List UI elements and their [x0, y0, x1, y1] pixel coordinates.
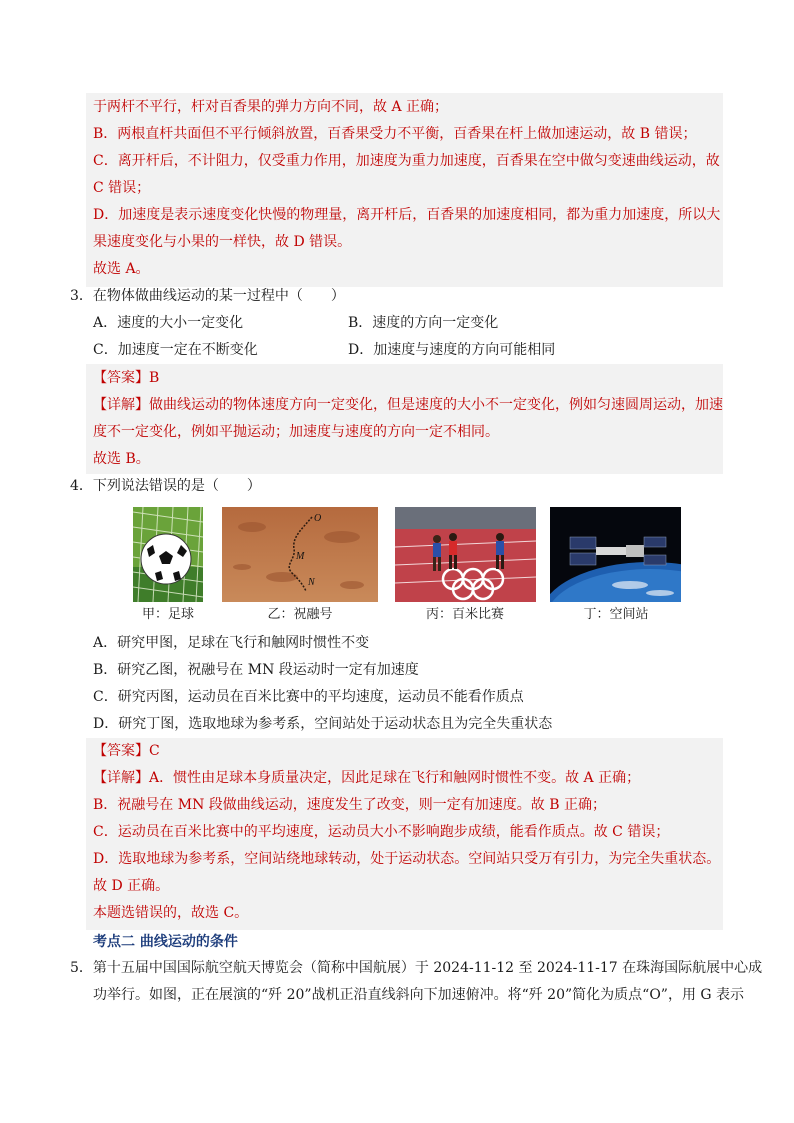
question-3-option-b: B．速度的方向一定变化: [348, 315, 499, 331]
question-4-detail: D．选取地球为参考系，空间站绕地球转动，处于运动状态。空间站只受万有引力，为完全失重状态。: [93, 851, 721, 867]
question-4-stem: 4．下列说法错误的是（ ）: [70, 478, 261, 494]
explanation-highlight-1: [86, 93, 723, 287]
question-3-answer: 【答案】B: [93, 370, 160, 386]
question-4-option-a: A．研究甲图，足球在飞行和触网时惯性不变: [93, 635, 370, 651]
explanation-line: B．两根直杆共面但不平行倾斜放置，百香果受力不平衡，百香果在杆上做加速运动，故 B 错误；: [93, 126, 697, 142]
mars-label-o: O: [314, 513, 322, 524]
question-3-option-d: D．加速度与速度的方向可能相同: [348, 342, 556, 358]
mars-label-m: M: [296, 551, 305, 562]
question-4-conclusion: 本题选错误的，故选 C。: [93, 905, 249, 921]
question-3-stem: 3．在物体做曲线运动的某一过程中（ ）: [70, 288, 345, 304]
explanation-line: C．离开杆后，不计阻力，仅受重力作用，加速度为重力加速度，百香果在空中做匀变速曲线运动，故: [93, 153, 720, 169]
question-3-conclusion: 故选 B。: [93, 451, 150, 467]
caption-ding: 丁：空间站: [583, 607, 649, 622]
question-3-option-c: C．加速度一定在不断变化: [93, 342, 258, 358]
question-4-option-d: D．研究丁图，选取地球为参考系，空间站处于运动状态且为完全失重状态: [93, 716, 553, 732]
question-5-stem: 功举行。如图，正在展演的“歼 20”战机正沿直线斜向下加速俯冲。将“歼 20”简化为质点“O”，用 G 表示: [93, 987, 745, 1003]
question-3-option-a: A．速度的大小一定变化: [93, 315, 244, 331]
explanation-line: D．加速度是表示速度变化快慢的物理量，离开杆后，百香果的加速度相同，都为重力加速度，所以大: [93, 207, 721, 223]
question-3-detail: 【详解】做曲线运动的物体速度方向一定变化，但是速度的大小不一定变化，例如匀速圆周运动，加速: [93, 397, 723, 413]
question-4-detail: 故 D 正确。: [93, 878, 170, 894]
question-4-option-b: B．研究乙图，祝融号在 MN 段运动时一定有加速度: [93, 662, 419, 678]
question-4-detail: 【详解】A．惯性由足球本身质量决定，因此足球在飞行和触网时惯性不变。故 A 正确；: [93, 770, 641, 786]
question-3-detail: 度不一定变化，例如平抛运动；加速度与速度的方向一定不相同。: [93, 424, 499, 440]
space-station-image: [550, 507, 681, 602]
soccer-ball-icon: [133, 507, 203, 602]
sprint-race-icon: [395, 507, 536, 602]
soccer-ball-image: [133, 507, 203, 602]
sprint-race-image: [395, 507, 536, 602]
explanation-line: C 错误；: [93, 180, 151, 196]
space-station-icon: [550, 507, 681, 602]
answer-highlight-3: [86, 364, 723, 474]
caption-yi: 乙：祝融号: [267, 607, 333, 622]
caption-jia: 甲：足球: [141, 607, 194, 622]
explanation-line: 果速度变化与小果的一样快，故 D 错误。: [93, 234, 352, 250]
section-heading: 考点二 曲线运动的条件: [93, 934, 238, 950]
caption-bing: 丙：百米比赛: [425, 607, 504, 622]
explanation-conclusion: 故选 A。: [93, 261, 150, 277]
mars-rover-path-icon: [222, 507, 378, 602]
mars-surface-image: [222, 507, 378, 602]
explanation-line: 于两杆不平行，杆对百香果的弹力方向不同，故 A 正确；: [93, 99, 449, 115]
question-4-detail: B．祝融号在 MN 段做曲线运动，速度发生了改变，则一定有加速度。故 B 正确；: [93, 797, 606, 813]
question-4-answer: 【答案】C: [93, 743, 160, 759]
question-5-stem: 5．第十五届中国国际航空航天博览会（简称中国航展）于 2024-11-12 至 2024-11-17 在珠海国际航展中心成: [70, 960, 763, 976]
mars-label-n: N: [308, 577, 315, 588]
question-4-option-c: C．研究丙图，运动员在百米比赛中的平均速度，运动员不能看作质点: [93, 689, 524, 705]
question-4-detail: C．运动员在百米比赛中的平均速度，运动员大小不影响跑步成绩，能看作质点。故 C 错误；: [93, 824, 670, 840]
